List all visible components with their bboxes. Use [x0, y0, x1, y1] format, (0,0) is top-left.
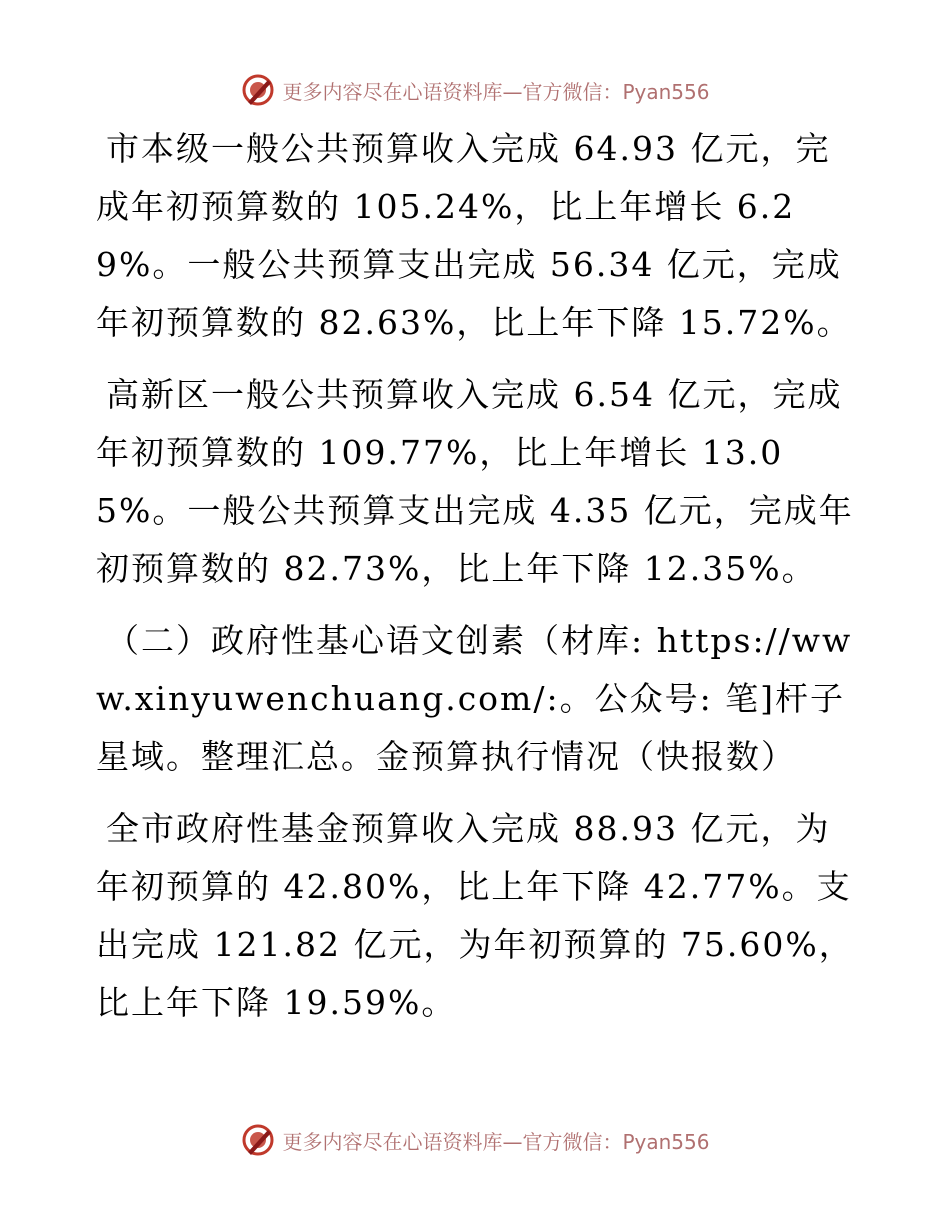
watermark-content — [240, 1122, 709, 1158]
logo-pen-icon — [240, 1122, 276, 1158]
paragraph-section-heading: （二）政府性基心语文创素（材库: https://www.xinyuwenchuang.com/:。公众号: 笔]杆子星域。整理汇总。金预算执行情况（快报数） — [96, 621, 853, 776]
watermark-text: 更多内容尽在心语资料库—官方微信：Pyan556 — [282, 1129, 710, 1154]
paragraph-city-budget: 市本级一般公共预算收入完成 64.93 亿元，完成年初预算数的 105.24%，比上年增长 6.29%。一般公共预算支出完成 56.34 亿元，完成年初预算数的 82.63%，比上年下降 15.72%。 — [96, 129, 852, 342]
watermark-content — [240, 72, 709, 108]
header-watermark-banner — [0, 70, 950, 110]
footer-watermark-banner — [0, 1120, 950, 1160]
paragraph-government-fund: 全市政府性基金预算收入完成 88.93 亿元，为年初预算的 42.80%，比上年下降 42.77%。支出完成 121.82 亿元，为年初预算的 75.60%，比上年下降 19.59%。 — [96, 809, 854, 1022]
paragraph-high-tech-zone: 高新区一般公共预算收入完成 6.54 亿元，完成年初预算数的 109.77%，比上年增长 13.05%。一般公共预算支出完成 4.35 亿元，完成年初预算数的 82.73%，比上年下降 12.35%。 — [96, 375, 854, 588]
watermark-text: 更多内容尽在心语资料库—官方微信：Pyan556 — [282, 79, 710, 104]
logo-pen-icon — [240, 72, 276, 108]
document-body — [96, 120, 856, 1046]
